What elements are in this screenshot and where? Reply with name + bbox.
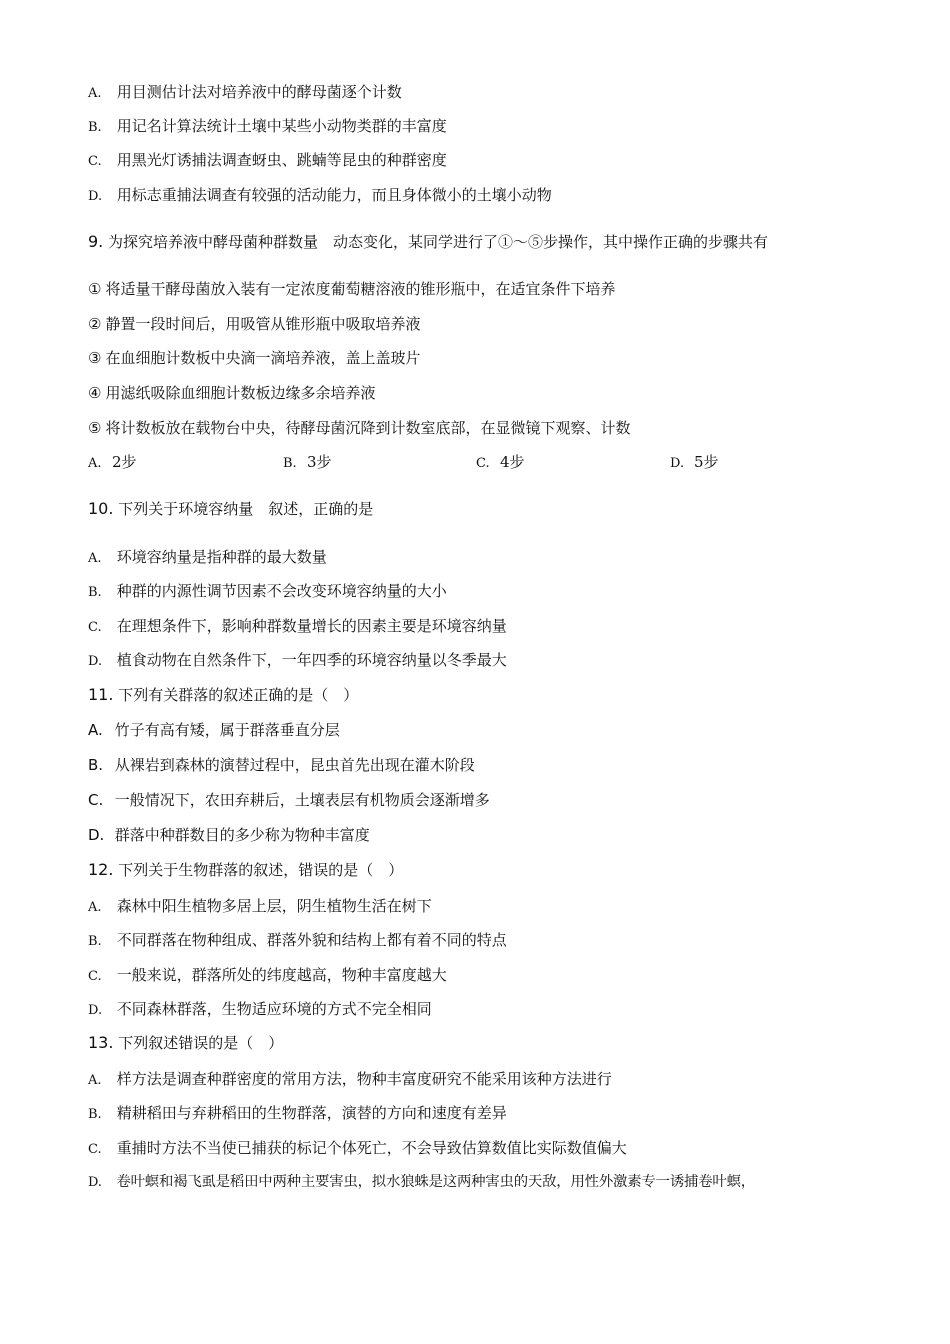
- question-number: 9.: [88, 232, 104, 251]
- option-text: 一般情况下，农田弃耕后，土壤表层有机物质会逐渐增多: [114, 791, 490, 809]
- q9-step-3: [88, 348, 420, 368]
- option-label: B.: [283, 456, 297, 471]
- option-text: 在理想条件下，影响种群数量增长的因素主要是环境容纳量: [116, 617, 507, 635]
- q9-stem: [88, 232, 768, 252]
- q12-stem: [88, 860, 403, 880]
- q10-option-c: [88, 616, 507, 638]
- option-label: A.: [88, 900, 102, 915]
- option-text: 不同森林群落，生物适应环境的方式不完全相同: [116, 1000, 432, 1018]
- q13-option-b: [88, 1103, 507, 1125]
- q9-step-4: [88, 383, 375, 403]
- q9-step-5: [88, 418, 630, 438]
- q10-option-d: [88, 650, 507, 672]
- option-text: 3步: [307, 453, 332, 471]
- step-text: 静置一段时间后，用吸管从锥形瓶中吸取培养液: [105, 315, 421, 333]
- option-label: C.: [88, 154, 102, 169]
- q13-stem: [88, 1033, 283, 1053]
- step-mark: ④: [88, 384, 102, 402]
- q9-step-2: [88, 314, 420, 334]
- q11-option-a: [88, 720, 340, 740]
- q12-option-c: [88, 965, 447, 987]
- question-number: 11.: [88, 685, 114, 704]
- option-label: B.: [88, 934, 102, 949]
- option-label: A.: [88, 721, 103, 739]
- option-label: D.: [88, 826, 105, 844]
- q10-option-a: [88, 547, 327, 569]
- option-label: A.: [88, 456, 102, 471]
- question-number: 12.: [88, 860, 114, 879]
- option-label: D.: [670, 456, 685, 471]
- q8-option-b: [88, 116, 447, 138]
- option-text: 一般来说，群落所处的纬度越高，物种丰富度越大: [116, 966, 447, 984]
- q13-option-c: [88, 1138, 627, 1160]
- step-mark: ②: [88, 315, 102, 333]
- option-text: 5步: [694, 453, 719, 471]
- question-number: 10.: [88, 499, 114, 518]
- step-text: 将计数板放在载物台中央，待酵母菌沉降到计数室底部，在显微镜下观察、计数: [105, 419, 631, 437]
- option-label: C.: [88, 1142, 102, 1157]
- option-text: 用记名计算法统计土壤中某些小动物类群的丰富度: [116, 117, 447, 135]
- option-label: A.: [88, 551, 102, 566]
- option-text: 群落中种群数目的多少称为物种丰富度: [114, 826, 370, 844]
- option-text: 重捕时方法不当使已捕获的标记个体死亡，不会导致估算数值比实际数值偏大: [116, 1139, 627, 1157]
- q8-option-a: [88, 82, 402, 104]
- q12-option-d: [88, 999, 432, 1021]
- option-label: D.: [88, 189, 103, 204]
- question-stem: 下列有关群落的叙述正确的是（ ）: [118, 686, 359, 704]
- option-text: 环境容纳量是指种群的最大数量: [116, 548, 327, 566]
- question-number: 13.: [88, 1033, 114, 1052]
- question-stem: 下列关于生物群落的叙述，错误的是（ ）: [118, 861, 404, 879]
- option-label: D.: [88, 1175, 102, 1190]
- step-mark: ⑤: [88, 419, 102, 437]
- option-label: B.: [88, 1107, 102, 1122]
- question-stem: 为探究培养液中酵母菌种群数量 动态变化，某同学进行了①～⑤步操作，其中操作正确的步骤共有: [108, 233, 769, 251]
- option-text: 从裸岩到森林的演替过程中，昆虫首先出现在灌木阶段: [114, 756, 475, 774]
- option-label: C.: [476, 456, 490, 471]
- option-text: 植食动物在自然条件下，一年四季的环境容纳量以冬季最大: [116, 651, 507, 669]
- q9-option-d: [670, 452, 719, 474]
- option-label: C.: [88, 620, 102, 635]
- q10-option-b: [88, 581, 447, 603]
- option-label: A.: [88, 86, 102, 101]
- step-text: 用滤纸吸除血细胞计数板边缘多余培养液: [105, 384, 376, 402]
- option-label: D.: [88, 1003, 103, 1018]
- step-mark: ①: [88, 280, 102, 298]
- option-label: C.: [88, 791, 104, 809]
- q12-option-a: [88, 896, 432, 918]
- option-label: D.: [88, 654, 103, 669]
- q13-option-a: [88, 1069, 612, 1091]
- q12-option-b: [88, 930, 507, 952]
- q9-option-c: [476, 452, 525, 474]
- q11-option-c: [88, 790, 490, 810]
- option-label: B.: [88, 120, 102, 135]
- option-text: 样方法是调查种群密度的常用方法，物种丰富度研究不能采用该种方法进行: [116, 1070, 612, 1088]
- q10-stem: [88, 499, 373, 519]
- option-text: 不同群落在物种组成、群落外貌和结构上都有着不同的特点: [116, 931, 507, 949]
- step-mark: ③: [88, 349, 102, 367]
- q9-step-1: [88, 279, 615, 299]
- option-label: B.: [88, 756, 104, 774]
- option-text: 用标志重捕法调查有较强的活动能力，而且身体微小的土壤小动物: [116, 186, 552, 204]
- q11-option-b: [88, 755, 475, 775]
- option-text: 竹子有高有矮，属于群落垂直分层: [114, 721, 340, 739]
- option-text: 4步: [500, 453, 525, 471]
- option-text: 用目测估计法对培养液中的酵母菌逐个计数: [116, 83, 402, 101]
- option-label: C.: [88, 969, 102, 984]
- question-stem: 下列叙述错误的是（ ）: [118, 1034, 284, 1052]
- option-label: A.: [88, 1073, 102, 1088]
- step-text: 在血细胞计数板中央滴一滴培养液，盖上盖玻片: [105, 349, 421, 367]
- option-text: 卷叶螟和褐飞虱是稻田中两种主要害虫，拟水狼蛛是这两种害虫的天敌，用性外激素专一诱捕卷叶螟，: [116, 1174, 755, 1190]
- q11-stem: [88, 685, 358, 705]
- step-text: 将适量干酵母菌放入装有一定浓度葡萄糖溶液的锥形瓶中，在适宜条件下培养: [105, 280, 616, 298]
- option-text: 森林中阳生植物多居上层，阴生植物生活在树下: [116, 897, 432, 915]
- q13-option-d: [88, 1172, 755, 1193]
- q11-option-d: [88, 825, 370, 845]
- question-stem: 下列关于环境容纳量 叙述，正确的是: [118, 500, 374, 518]
- q9-option-a: [88, 452, 137, 474]
- option-text: 用黑光灯诱捕法调查蚜虫、跳蝻等昆虫的种群密度: [116, 151, 447, 169]
- q9-option-b: [283, 452, 332, 474]
- q8-option-c: [88, 150, 447, 172]
- q8-option-d: [88, 185, 552, 207]
- option-label: B.: [88, 585, 102, 600]
- option-text: 种群的内源性调节因素不会改变环境容纳量的大小: [116, 582, 447, 600]
- option-text: 精耕稻田与弃耕稻田的生物群落，演替的方向和速度有差异: [116, 1104, 507, 1122]
- option-text: 2步: [112, 453, 137, 471]
